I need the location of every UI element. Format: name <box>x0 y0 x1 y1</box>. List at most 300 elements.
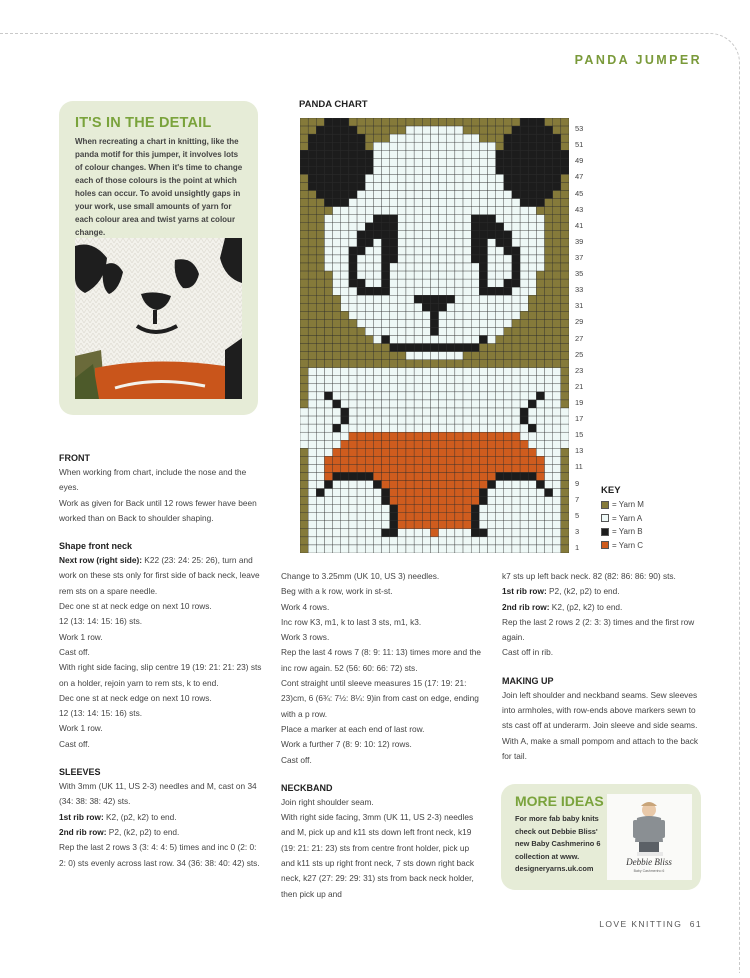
chart-cell <box>414 497 422 505</box>
chart-cell <box>561 521 569 529</box>
chart-cell <box>324 336 332 344</box>
chart-cell <box>365 505 373 513</box>
chart-cell <box>520 384 528 392</box>
key-swatch <box>601 541 609 549</box>
chart-cell <box>504 432 512 440</box>
chart-cell <box>398 255 406 263</box>
chart-cell <box>561 207 569 215</box>
chart-cell <box>455 545 463 553</box>
chart-cell <box>390 424 398 432</box>
chart-cell <box>561 505 569 513</box>
chart-cell <box>373 182 381 190</box>
chart-cell <box>439 182 447 190</box>
chart-cell <box>373 223 381 231</box>
chart-cell <box>398 464 406 472</box>
chart-cell <box>536 408 544 416</box>
chart-cell <box>528 344 536 352</box>
key-swatch <box>601 501 609 509</box>
chart-cell <box>398 223 406 231</box>
rib-text: K2, (p2, k2) to end. <box>549 601 623 612</box>
chart-cell <box>545 448 553 456</box>
chart-cell <box>357 295 365 303</box>
chart-cell <box>365 344 373 352</box>
chart-cell <box>463 311 471 319</box>
chart-cell <box>390 336 398 344</box>
chart-cell <box>430 158 438 166</box>
chart-cell <box>422 416 430 424</box>
chart-cell <box>349 263 357 271</box>
chart-cell <box>390 521 398 529</box>
chart-cell <box>390 408 398 416</box>
chart-cell <box>349 521 357 529</box>
chart-cell <box>512 191 520 199</box>
chart-cell <box>300 472 308 480</box>
chart-cell <box>479 207 487 215</box>
chart-cell <box>349 448 357 456</box>
chart-cell <box>382 472 390 480</box>
chart-cell <box>536 448 544 456</box>
chart-cell <box>496 255 504 263</box>
chart-cell <box>545 513 553 521</box>
key-label: = Yarn A <box>612 513 643 523</box>
chart-cell <box>471 279 479 287</box>
chart-cell <box>430 529 438 537</box>
chart-cell <box>406 319 414 327</box>
chart-cell <box>496 303 504 311</box>
chart-cell <box>439 126 447 134</box>
chart-cell <box>447 505 455 513</box>
chart-cell <box>439 255 447 263</box>
chart-cell <box>528 448 536 456</box>
chart-cell <box>520 352 528 360</box>
chart-cell <box>373 311 381 319</box>
chart-cell <box>357 255 365 263</box>
chart-cell <box>324 191 332 199</box>
chart-cell <box>528 247 536 255</box>
chart-cell <box>455 448 463 456</box>
chart-cell <box>439 191 447 199</box>
chart-cell <box>496 368 504 376</box>
chart-cell <box>471 215 479 223</box>
chart-cell <box>316 158 324 166</box>
chart-cell <box>463 215 471 223</box>
chart-cell <box>341 134 349 142</box>
chart-cell <box>430 142 438 150</box>
chart-cell <box>553 424 561 432</box>
chart-cell <box>406 158 414 166</box>
chart-cell <box>496 513 504 521</box>
chart-cell <box>487 182 495 190</box>
chart-cell <box>430 191 438 199</box>
chart-cell <box>390 432 398 440</box>
chart-cell <box>512 295 520 303</box>
chart-cell <box>422 472 430 480</box>
chart-row-number: 35 <box>575 269 584 279</box>
chart-cell <box>471 481 479 489</box>
chart-cell <box>512 489 520 497</box>
chart-cell <box>463 174 471 182</box>
chart-cell <box>382 489 390 497</box>
chart-cell <box>300 231 308 239</box>
chart-cell <box>390 126 398 134</box>
chart-cell <box>504 319 512 327</box>
chart-cell <box>528 521 536 529</box>
chart-cell <box>422 287 430 295</box>
chart-cell <box>455 279 463 287</box>
chart-cell <box>406 142 414 150</box>
chart-cell <box>479 537 487 545</box>
chart-cell <box>365 432 373 440</box>
chart-cell <box>382 400 390 408</box>
chart-cell <box>430 448 438 456</box>
chart-cell <box>439 134 447 142</box>
chart-cell <box>365 424 373 432</box>
chart-cell <box>455 408 463 416</box>
chart-cell <box>324 327 332 335</box>
chart-cell <box>406 505 414 513</box>
chart-cell <box>455 537 463 545</box>
chart-cell <box>545 166 553 174</box>
chart-cell <box>430 400 438 408</box>
chart-cell <box>545 319 553 327</box>
chart-cell <box>487 166 495 174</box>
chart-cell <box>520 529 528 537</box>
chart-cell <box>561 191 569 199</box>
chart-cell <box>349 207 357 215</box>
chart-cell <box>365 472 373 480</box>
chart-cell <box>536 497 544 505</box>
chart-cell <box>324 497 332 505</box>
chart-cell <box>430 223 438 231</box>
chart-cell <box>471 376 479 384</box>
chart-cell <box>545 150 553 158</box>
chart-cell <box>520 126 528 134</box>
chart-cell <box>382 408 390 416</box>
chart-cell <box>308 327 316 335</box>
chart-cell <box>512 319 520 327</box>
chart-cell <box>545 545 553 553</box>
chart-cell <box>324 118 332 126</box>
chart-cell <box>496 464 504 472</box>
chart-cell <box>520 319 528 327</box>
chart-cell <box>528 158 536 166</box>
chart-cell <box>300 207 308 215</box>
chart-cell <box>561 472 569 480</box>
chart-cell <box>553 416 561 424</box>
chart-cell <box>536 279 544 287</box>
chart-cell <box>390 311 398 319</box>
chart-cell <box>487 384 495 392</box>
chart-cell <box>357 360 365 368</box>
chart-cell <box>333 182 341 190</box>
chart-cell <box>430 360 438 368</box>
chart-cell <box>382 545 390 553</box>
chart-cell <box>479 489 487 497</box>
chart-cell <box>414 545 422 553</box>
chart-cell <box>447 440 455 448</box>
chart-cell <box>504 215 512 223</box>
chart-cell <box>341 489 349 497</box>
chart-cell <box>341 368 349 376</box>
chart-cell <box>349 497 357 505</box>
chart-cell <box>447 199 455 207</box>
chart-cell <box>300 174 308 182</box>
chart-cell <box>373 529 381 537</box>
chart-cell <box>365 545 373 553</box>
neckband-cont-line: Cast off in rib. <box>502 647 554 658</box>
chart-cell <box>463 231 471 239</box>
chart-cell <box>357 416 365 424</box>
chart-cell <box>439 344 447 352</box>
chart-cell <box>504 255 512 263</box>
chart-cell <box>536 166 544 174</box>
chart-cell <box>365 376 373 384</box>
chart-cell <box>300 432 308 440</box>
chart-cell <box>447 513 455 521</box>
chart-cell <box>496 279 504 287</box>
neckband-rib-row-2 <box>502 600 702 615</box>
chart-cell <box>471 199 479 207</box>
chart-cell <box>373 376 381 384</box>
chart-cell <box>471 521 479 529</box>
chart-cell <box>316 319 324 327</box>
chart-cell <box>561 142 569 150</box>
chart-cell <box>382 537 390 545</box>
chart-cell <box>455 126 463 134</box>
chart-cell <box>390 352 398 360</box>
chart-cell <box>545 182 553 190</box>
chart-cell <box>504 464 512 472</box>
chart-cell <box>365 223 373 231</box>
chart-cell <box>487 303 495 311</box>
panda-knit-photo <box>75 238 242 399</box>
chart-cell <box>447 360 455 368</box>
chart-cell <box>373 279 381 287</box>
column-2 <box>281 569 481 902</box>
chart-cell <box>333 513 341 521</box>
chart-cell <box>414 384 422 392</box>
chart-cell <box>561 448 569 456</box>
chart-cell <box>439 400 447 408</box>
chart-cell <box>316 279 324 287</box>
chart-cell <box>349 295 357 303</box>
chart-cell <box>414 472 422 480</box>
chart-cell <box>324 239 332 247</box>
chart-cell <box>447 223 455 231</box>
chart-cell <box>333 311 341 319</box>
chart-cell <box>561 416 569 424</box>
chart-cell <box>439 158 447 166</box>
chart-cell <box>512 215 520 223</box>
chart-cell <box>406 392 414 400</box>
neckband-line: With right side facing, 3mm (UK 11, US 2-3) needles and M, pick up and k11 sts down left front neck, k19 (19: 21: 21: 23) sts from centre front holder, pick up and k11 sts up right front neck, 7 sts down right back neck, k27 (27: 29: 29: 31) sts from back neck holder, then pick up and <box>281 812 475 899</box>
chart-cell <box>308 448 316 456</box>
chart-cell <box>430 440 438 448</box>
chart-cell <box>382 344 390 352</box>
chart-cell <box>308 489 316 497</box>
chart-cell <box>561 392 569 400</box>
chart-cell <box>487 400 495 408</box>
front-line: Work 1 row. <box>59 631 103 642</box>
chart-cell <box>341 416 349 424</box>
chart-cell <box>447 319 455 327</box>
chart-cell <box>422 481 430 489</box>
chart-cell <box>439 481 447 489</box>
chart-cell <box>390 416 398 424</box>
chart-cell <box>316 489 324 497</box>
chart-cell <box>520 336 528 344</box>
chart-cell <box>479 529 487 537</box>
chart-cell <box>349 456 357 464</box>
chart-row-number: 33 <box>575 285 584 295</box>
chart-cell <box>324 481 332 489</box>
chart-cell <box>471 352 479 360</box>
chart-cell <box>382 207 390 215</box>
chart-cell <box>341 199 349 207</box>
chart-cell <box>324 440 332 448</box>
chart-cell <box>545 521 553 529</box>
chart-cell <box>545 239 553 247</box>
chart-cell <box>439 352 447 360</box>
chart-cell <box>300 295 308 303</box>
chart-cell <box>471 182 479 190</box>
chart-cell <box>553 134 561 142</box>
chart-cell <box>333 231 341 239</box>
chart-cell <box>390 400 398 408</box>
chart-cell <box>471 497 479 505</box>
chart-cell <box>357 207 365 215</box>
front-line: Cast off. <box>59 646 90 657</box>
chart-cell <box>430 537 438 545</box>
chart-row-number: 1 <box>575 542 580 552</box>
neckband-heading: NECKBAND <box>281 782 333 793</box>
chart-cell <box>512 126 520 134</box>
chart-cell <box>382 166 390 174</box>
chart-cell <box>430 336 438 344</box>
chart-cell <box>316 529 324 537</box>
chart-cell <box>357 150 365 158</box>
chart-cell <box>349 352 357 360</box>
chart-cell <box>528 319 536 327</box>
chart-cell <box>561 166 569 174</box>
chart-cell <box>439 424 447 432</box>
chart-cell <box>520 174 528 182</box>
chart-cell <box>439 360 447 368</box>
chart-cell <box>447 489 455 497</box>
chart-cell <box>414 368 422 376</box>
chart-cell <box>333 344 341 352</box>
chart-cell <box>471 392 479 400</box>
chart-cell <box>430 150 438 158</box>
chart-cell <box>455 432 463 440</box>
chart-cell <box>447 456 455 464</box>
chart-cell <box>373 360 381 368</box>
chart-cell <box>406 223 414 231</box>
chart-cell <box>398 400 406 408</box>
chart-cell <box>390 360 398 368</box>
chart-cell <box>316 118 324 126</box>
chart-cell <box>561 182 569 190</box>
chart-cell <box>479 263 487 271</box>
chart-cell <box>357 424 365 432</box>
chart-cell <box>553 215 561 223</box>
chart-cell <box>471 295 479 303</box>
chart-cell <box>504 336 512 344</box>
chart-cell <box>308 279 316 287</box>
chart-cell <box>406 199 414 207</box>
chart-cell <box>439 336 447 344</box>
chart-cell <box>333 481 341 489</box>
chart-cell <box>382 448 390 456</box>
chart-cell <box>398 529 406 537</box>
chart-cell <box>324 255 332 263</box>
chart-cell <box>528 464 536 472</box>
chart-cell <box>512 448 520 456</box>
chart-cell <box>455 158 463 166</box>
chart-cell <box>300 166 308 174</box>
chart-cell <box>512 344 520 352</box>
chart-cell <box>520 448 528 456</box>
chart-cell <box>382 271 390 279</box>
chart-cell <box>536 481 544 489</box>
chart-cell <box>308 191 316 199</box>
chart-cell <box>553 166 561 174</box>
chart-cell <box>406 263 414 271</box>
chart-cell <box>390 513 398 521</box>
chart-cell <box>308 158 316 166</box>
chart-cell <box>422 247 430 255</box>
chart-cell <box>520 432 528 440</box>
chart-cell <box>496 150 504 158</box>
chart-cell <box>382 424 390 432</box>
sleeve-line: Place a marker at each end of last row. <box>281 723 425 734</box>
chart-cell <box>479 239 487 247</box>
chart-cell <box>300 271 308 279</box>
chart-cell <box>504 513 512 521</box>
chart-cell <box>373 118 381 126</box>
chart-cell <box>536 344 544 352</box>
chart-cell <box>463 223 471 231</box>
chart-cell <box>390 239 398 247</box>
chart-cell <box>414 199 422 207</box>
chart-row-number: 31 <box>575 301 584 311</box>
chart-cell <box>398 416 406 424</box>
chart-cell <box>390 118 398 126</box>
chart-cell <box>308 207 316 215</box>
chart-cell <box>520 271 528 279</box>
chart-cell <box>561 400 569 408</box>
chart-cell <box>422 344 430 352</box>
chart-cell <box>382 255 390 263</box>
chart-cell <box>512 271 520 279</box>
chart-cell <box>414 287 422 295</box>
chart-cell <box>422 142 430 150</box>
chart-cell <box>496 432 504 440</box>
chart-cell <box>308 376 316 384</box>
chart-cell <box>316 134 324 142</box>
chart-cell <box>520 223 528 231</box>
chart-cell <box>382 263 390 271</box>
chart-cell <box>373 303 381 311</box>
chart-cell <box>324 263 332 271</box>
chart-cell <box>520 255 528 263</box>
chart-cell <box>561 223 569 231</box>
chart-cell <box>561 489 569 497</box>
chart-cell <box>520 392 528 400</box>
chart-cell <box>439 247 447 255</box>
chart-cell <box>333 400 341 408</box>
chart-cell <box>553 311 561 319</box>
